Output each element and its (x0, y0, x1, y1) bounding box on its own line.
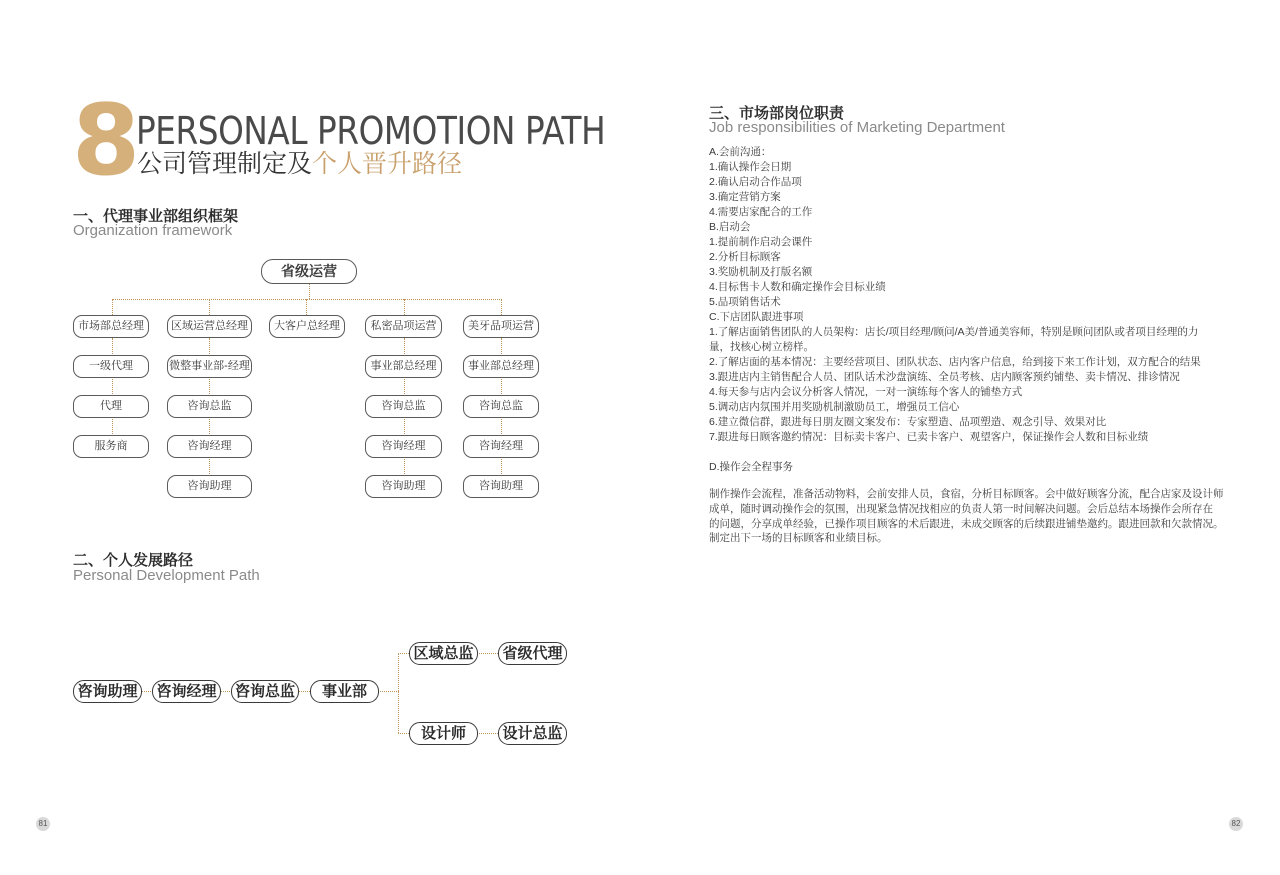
org-node: 咨询助理 (167, 475, 252, 498)
responsibility-list (709, 145, 1209, 475)
chapter-title-en: PERSONAL PROMOTION PATH (136, 109, 606, 153)
path-node-designer: 设计师 (409, 722, 478, 745)
org-connector (112, 299, 113, 315)
chapter-title-cn-accent: 个人晋升路径 (312, 150, 463, 178)
chapter-title-cn (137, 151, 462, 179)
responsibility-line: 3.跟进店内主销售配合人员、团队话术沙盘演练、全员考核、店内顾客预约铺垫、卖卡情况、排诊情况 (709, 371, 1180, 383)
responsibility-line: C.下店团队跟进事项 (709, 311, 804, 323)
responsibility-line: 2.确认启动合作品项 (709, 176, 802, 188)
org-node: 事业部总经理 (463, 355, 539, 378)
org-node: 一级代理 (73, 355, 149, 378)
responsibility-line: A.会前沟通： (709, 146, 772, 158)
org-node: 代理 (73, 395, 149, 418)
org-node: 事业部总经理 (365, 355, 442, 378)
responsibility-line: 5.调动店内氛围并用奖励机制激励员工，增强员工信心 (709, 401, 960, 413)
paragraph-line: 制定出下一场的目标顾客和业绩目标。 (709, 532, 888, 545)
org-connector (306, 299, 307, 315)
org-connector (309, 283, 310, 299)
responsibility-line: 量，找核心树立榜样。 (709, 341, 814, 353)
paragraph-line: 的问题，分享成单经验，已操作项目顾客的术后跟进，未成交顾客的后续跟进铺垫邀约。跟进回款和欠款情况。 (709, 517, 1224, 530)
path-connector (477, 733, 498, 734)
org-node: 咨询总监 (167, 395, 252, 418)
responsibility-line: B.启动会 (709, 221, 751, 233)
chapter-number: 8 (72, 84, 141, 198)
path-node-regional-director: 区域总监 (409, 642, 478, 665)
responsibility-line: 2.了解店面的基本情况：主要经营项目、团队状态、店内客户信息，给到接下来工作计划，双方配合的结果 (709, 356, 1201, 368)
responsibility-line: 3.奖励机制及打版名额 (709, 266, 813, 278)
responsibility-line: 2.分析目标顾客 (709, 251, 781, 263)
responsibility-line: 4.每天参与店内会议分析客人情况，一对一演练每个客人的铺垫方式 (709, 386, 1023, 398)
org-node: 微整事业部-经理 (167, 355, 252, 378)
page-number-right: 82 (1229, 817, 1243, 831)
responsibility-paragraph (709, 487, 1224, 546)
org-node-key-account-gm: 大客户总经理 (269, 315, 345, 338)
responsibility-line: D.操作会全程事务 (709, 461, 793, 473)
org-connector (209, 299, 210, 315)
paragraph-line: 制作操作会流程，准备活动物料，会前安排人员，食宿，分析目标顾客。会中做好顾客分流，配合店家及设计师 (709, 488, 1224, 500)
page-number-left: 81 (36, 817, 50, 831)
org-node: 服务商 (73, 435, 149, 458)
responsibility-line: 5.品项销售话术 (709, 296, 781, 308)
org-connector (112, 299, 502, 300)
path-connector (477, 653, 498, 654)
org-node: 咨询总监 (365, 395, 442, 418)
responsibility-line: 1.提前制作启动会课件 (709, 236, 813, 248)
section1-heading-en: Organization framework (73, 222, 233, 239)
responsibility-line: 4.需要店家配合的工作 (709, 206, 813, 218)
org-node: 咨询经理 (463, 435, 539, 458)
responsibility-line: 7.跟进每日顾客邀约情况：目标卖卡客户、已卖卡客户、观望客户，保证操作会人数和目标业绩 (709, 431, 1149, 443)
org-node-regional-gm: 区域运营总经理 (167, 315, 252, 338)
path-node-consult-manager: 咨询经理 (152, 680, 221, 703)
path-node-design-director: 设计总监 (498, 722, 567, 745)
org-node: 咨询助理 (365, 475, 442, 498)
path-connector (378, 691, 399, 692)
section1-heading-cn: 一、代理事业部组织框架 (73, 208, 239, 225)
org-root-node: 省级运营 (261, 259, 357, 284)
path-node-consult-assistant: 咨询助理 (73, 680, 142, 703)
responsibility-line: 1.确认操作会日期 (709, 161, 792, 173)
org-node: 咨询经理 (167, 435, 252, 458)
org-connector (112, 338, 113, 438)
paragraph-line: 成单，随时调动操作会的氛围，出现紧急情况找相应的负责人第一时间解决问题。会后总结本场操作会所存在 (709, 502, 1213, 515)
org-connector (501, 299, 502, 315)
org-connector (404, 299, 405, 315)
section3-heading-cn: 三、市场部岗位职责 (709, 105, 845, 122)
chapter-title-cn-main: 公司管理制定及 (137, 150, 313, 178)
path-node-division: 事业部 (310, 680, 379, 703)
org-node-marketing-gm: 市场部总经理 (73, 315, 149, 338)
path-node-provincial-agent: 省级代理 (498, 642, 567, 665)
org-node: 咨询助理 (463, 475, 539, 498)
path-connector (398, 653, 399, 733)
path-connector (398, 653, 409, 654)
section2-heading-en: Personal Development Path (73, 567, 260, 584)
path-connector (398, 733, 409, 734)
section2-heading-cn: 二、个人发展路径 (73, 552, 194, 569)
path-node-consult-director: 咨询总监 (231, 680, 299, 703)
responsibility-line: 3.确定营销方案 (709, 191, 781, 203)
responsibility-line: 1.了解店面销售团队的人员架构：店长/项目经理/顾问/A美/普通美容师，特别是顾问团队或者项目经理的力 (709, 326, 1199, 338)
org-node-dental-ops: 美牙品项运营 (463, 315, 539, 338)
blank-line (709, 445, 1209, 460)
org-node-private-ops: 私密品项运营 (365, 315, 442, 338)
org-node: 咨询经理 (365, 435, 442, 458)
responsibility-line: 4.目标售卡人数和确定操作会目标业绩 (709, 281, 886, 293)
responsibility-line: 6.建立微信群，跟进每日朋友圈文案发布：专家塑造、品项塑造、观念引导、效果对比 (709, 416, 1107, 428)
org-node: 咨询总监 (463, 395, 539, 418)
section3-heading-en: Job responsibilities of Marketing Department (709, 119, 1005, 136)
